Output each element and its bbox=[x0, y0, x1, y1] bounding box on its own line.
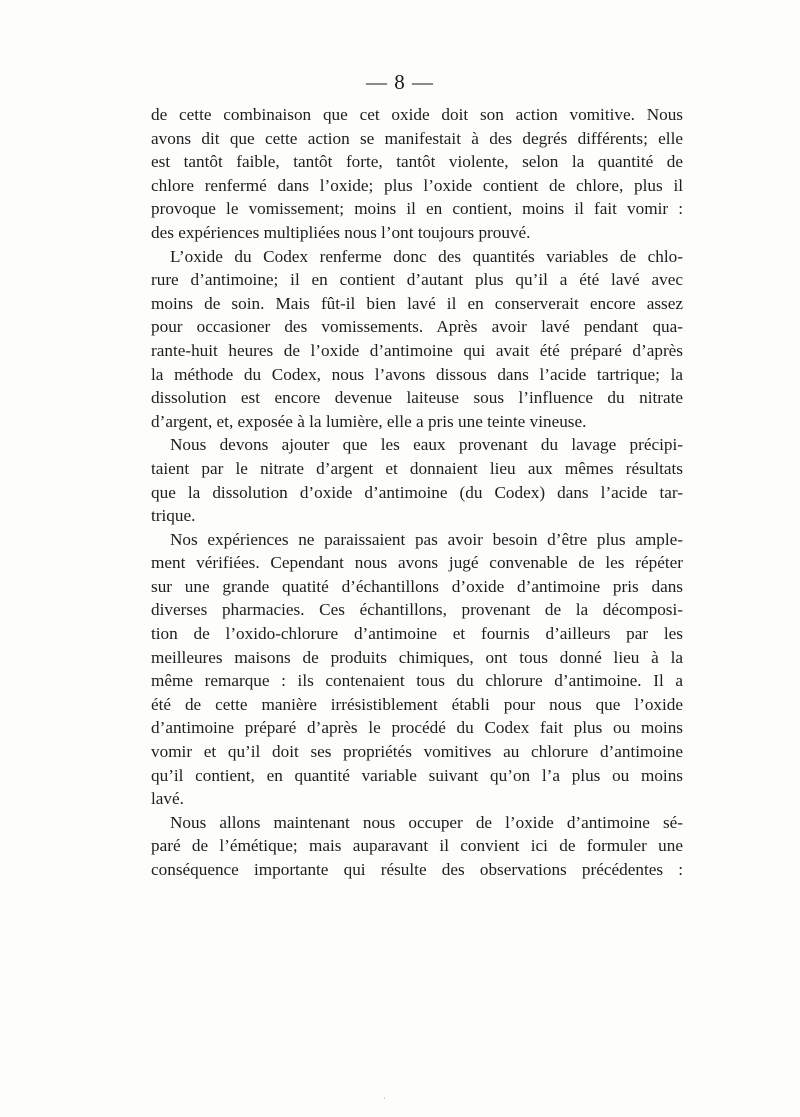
text-line: d’antimoine préparé d’après le procédé du Codex fait plus ou moins bbox=[151, 718, 683, 738]
text-line: de cette combinaison que cet oxide doit son action vomitive. Nous bbox=[151, 105, 683, 124]
text-line: provoque le vomissement; moins il en contient, moins il fait vomir : bbox=[151, 199, 683, 219]
text-line: moins de soin. Mais fût-il bien lavé il en conserverait encore assez bbox=[151, 293, 683, 313]
text-line: conséquence importante qui résulte des observations précédentes : bbox=[151, 860, 683, 879]
text-line: tion de l’oxido-chlorure d’antimoine et fournis d’ailleurs par les bbox=[151, 624, 683, 644]
text-line: diverses pharmacies. Ces échantillons, provenant de la décomposi- bbox=[151, 600, 683, 620]
page-number: — 8 — bbox=[366, 70, 434, 94]
text-line: avons dit que cette action se manifestait à des degrés différents; elle bbox=[151, 128, 683, 148]
paragraph bbox=[151, 103, 683, 245]
paragraph bbox=[151, 528, 683, 811]
text-line: été de cette manière irrésistiblement établi pour nous que l’oxide bbox=[151, 694, 683, 714]
text-line: Nous devons ajouter que les eaux provenant du lavage précipi- bbox=[170, 435, 683, 455]
text-line: meilleures maisons de produits chimiques, ont tous donné lieu à la bbox=[151, 647, 683, 667]
text-line: vomir et qu’il doit ses propriétés vomitives au chlorure d’antimoine bbox=[151, 742, 683, 762]
text-line: la méthode du Codex, nous l’avons dissous dans l’acide tartrique; la bbox=[151, 364, 683, 384]
text-line: même remarque : ils contenaient tous du chlorure d’antimoine. Il a bbox=[151, 671, 683, 691]
text-line: des expériences multipliées nous l’ont toujours prouvé. bbox=[151, 222, 531, 242]
text-line: trique. bbox=[151, 506, 196, 526]
text-line: L’oxide du Codex renferme donc des quantités variables de chlo- bbox=[170, 246, 683, 266]
paragraph bbox=[151, 433, 683, 527]
text-line: chlore renfermé dans l’oxide; plus l’oxide contient de chlore, plus il bbox=[151, 175, 683, 195]
text-line: lavé. bbox=[151, 789, 184, 809]
text-line: sur une grande quatité d’échantillons d’oxide d’antimoine pris dans bbox=[151, 576, 683, 596]
text-line: ment vérifiées. Cependant nous avons jugé convenable de les répéter bbox=[151, 553, 683, 573]
text-line: pour occasioner des vomissements. Après avoir lavé pendant qua- bbox=[151, 317, 683, 337]
text-line: taient par le nitrate d’argent et donnaient lieu aux mêmes résultats bbox=[151, 458, 683, 478]
text-line: rante-huit heures de l’oxide d’antimoine qui avait été préparé d’après bbox=[151, 340, 683, 360]
text-line: dissolution est encore devenue laiteuse sous l’influence du nitrate bbox=[151, 388, 683, 408]
text-line: d’argent, et, exposée à la lumière, elle a pris une teinte vineuse. bbox=[151, 411, 587, 431]
paragraph bbox=[151, 811, 683, 882]
text-line: qu’il contient, en quantité variable suivant qu’on l’a plus ou moins bbox=[151, 765, 683, 785]
text-line: que la dissolution d’oxide d’antimoine (du Codex) dans l’acide tar- bbox=[151, 482, 683, 502]
text-line: paré de l’émétique; mais auparavant il convient ici de formuler une bbox=[151, 836, 683, 856]
paragraph bbox=[151, 245, 683, 434]
body-text bbox=[151, 103, 683, 882]
page-mark-dot: · bbox=[383, 1094, 386, 1103]
text-line: Nos expériences ne paraissaient pas avoir besoin d’être plus ample- bbox=[170, 529, 683, 549]
text-line: est tantôt faible, tantôt forte, tantôt violente, selon la quantité de bbox=[151, 152, 683, 172]
text-line: rure d’antimoine; il en contient d’autant plus qu’il a été lavé avec bbox=[151, 270, 683, 290]
text-line: Nous allons maintenant nous occuper de l’oxide d’antimoine sé- bbox=[170, 812, 683, 832]
